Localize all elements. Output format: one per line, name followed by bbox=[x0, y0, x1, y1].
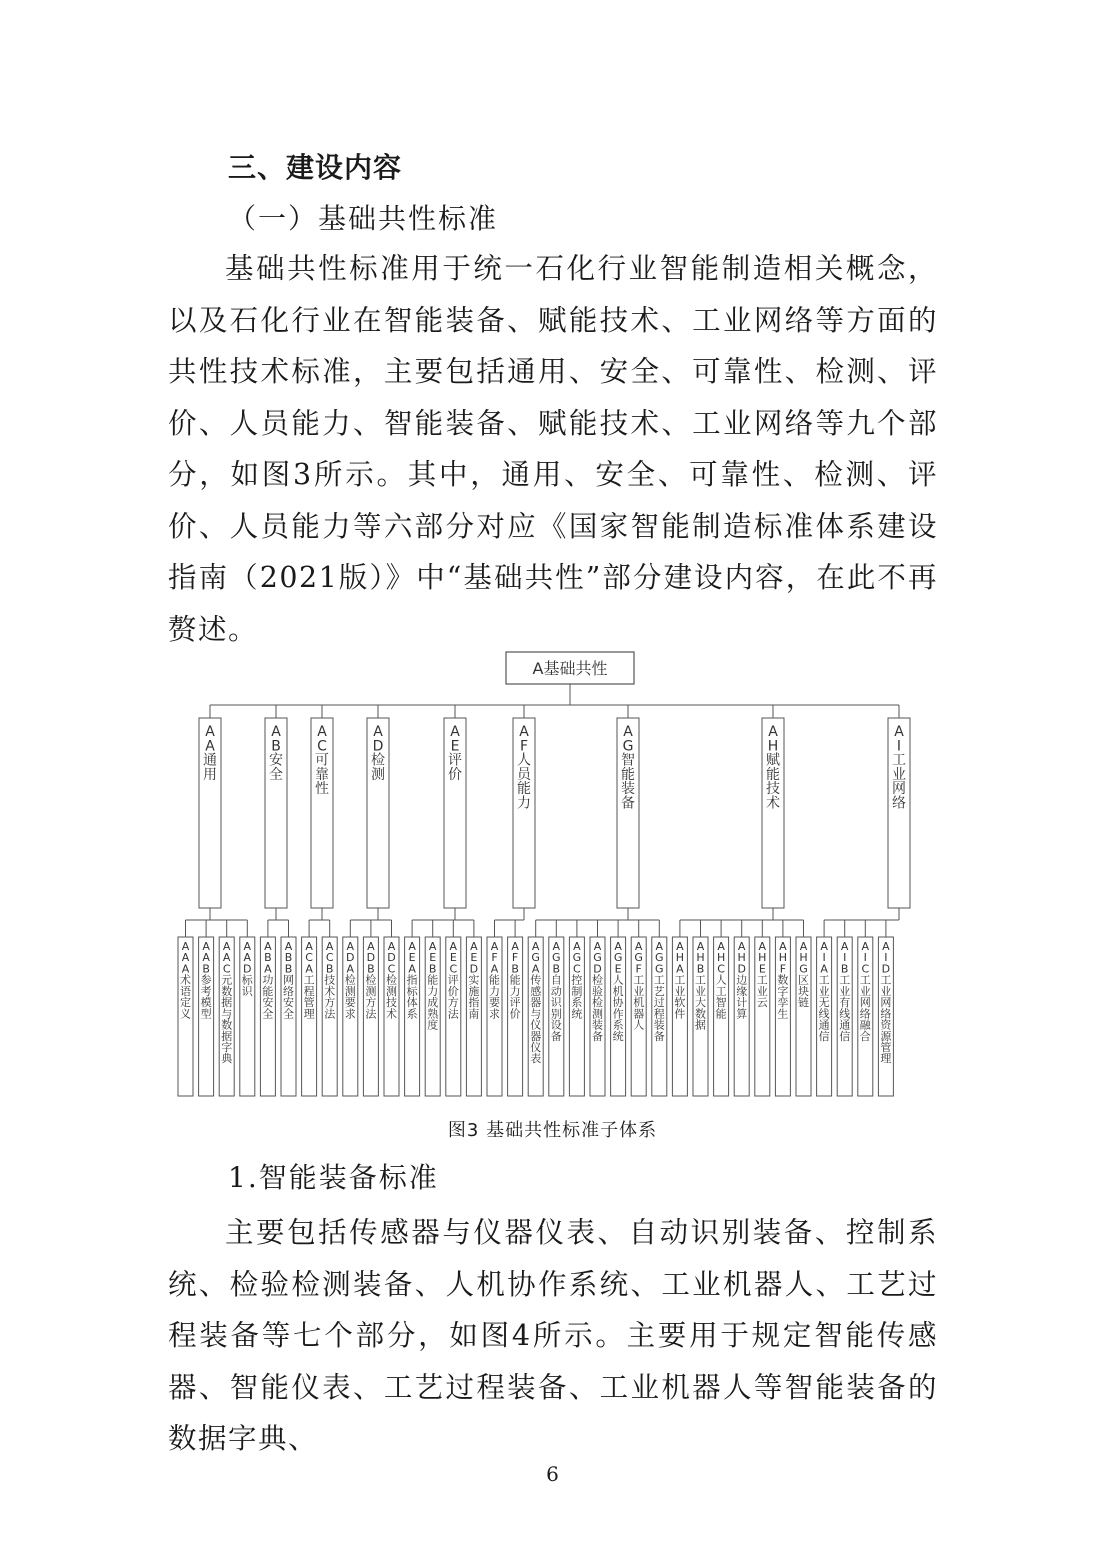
leaf-label: A H E 工业云 bbox=[756, 940, 768, 1010]
leaf-label: A H A 工业软件 bbox=[674, 940, 686, 1021]
figure-caption: 图3 基础共性标准子体系 bbox=[447, 1120, 658, 1141]
leaf-label: A E B 能力成熟度 bbox=[427, 940, 439, 1032]
category-label: A F 人员能力 bbox=[517, 724, 531, 812]
leaf-label: A C A 工程管理 bbox=[303, 940, 315, 1021]
leaf-label: A C B 技术方法 bbox=[324, 940, 336, 1021]
leaf-label: A G F 工业机器人 bbox=[633, 940, 645, 1032]
category-label: A A 通用 bbox=[203, 724, 217, 783]
category-label: A G 智能装备 bbox=[621, 724, 635, 812]
root-label: A基础共性 bbox=[532, 659, 608, 678]
page-number: 6 bbox=[546, 1462, 559, 1486]
leaf-label: A E A 指标体系 bbox=[406, 940, 418, 1021]
leaf-label: A E D 实施指南 bbox=[468, 940, 480, 1021]
category-label: A E 评价 bbox=[448, 724, 462, 783]
leaf-label: A H F 数字孪生 bbox=[777, 940, 789, 1021]
leaf-label: A G D 检验检测装备 bbox=[592, 940, 603, 1043]
leaf-label: A H B 工业大数据 bbox=[695, 940, 706, 1032]
leaf-label: A A A 术语定义 bbox=[180, 940, 191, 1021]
leaf-label: A A B 参考模型 bbox=[200, 940, 212, 1021]
leaf-label: A F B 能力评价 bbox=[509, 940, 521, 1021]
leaf-label: A D C 检测技术 bbox=[386, 940, 397, 1021]
section-title: 三、建设内容 bbox=[228, 151, 403, 184]
subsection-title: （一）基础共性标准 bbox=[228, 202, 499, 235]
leaf-label: A I A 工业无线通信 bbox=[818, 940, 830, 1043]
leaf-label: A G G 工艺过程装备 bbox=[653, 940, 665, 1043]
category-label: A C 可靠性 bbox=[315, 724, 329, 798]
leaf-label: A H G 区块链 bbox=[798, 940, 809, 1010]
leaf-label: A G C 控制系统 bbox=[571, 940, 583, 1021]
leaf-label: A D B 检测方法 bbox=[365, 940, 377, 1021]
category-label: A B 安全 bbox=[269, 724, 283, 783]
body-paragraph-2: 主要包括传感器与仪器仪表、自动识别装备、控制系统、检验检测装备、人机协作系统、工业机器人、工艺过程装备等七个部分，如图4所示。主要用于规定智能传感器、智能仪表、工艺过程装备、工业机器人等智能装备的数据字典、 bbox=[168, 1216, 938, 1455]
leaf-label: A H D 边缘计算 bbox=[736, 940, 748, 1021]
leaf-label: A F A 能力要求 bbox=[489, 940, 500, 1021]
category-label: A D 检测 bbox=[371, 724, 385, 783]
leaf-label: A I D 工业网络资源管理 bbox=[880, 940, 892, 1066]
sub-heading: 1.智能装备标准 bbox=[228, 1161, 439, 1194]
leaf-label: A G E 人机协作系统 bbox=[612, 940, 624, 1043]
leaf-label: A B A 功能安全 bbox=[262, 940, 274, 1021]
leaf-label: A E C 评价方法 bbox=[447, 940, 459, 1021]
leaf-label: A G A 传感器与仪器仪表 bbox=[530, 940, 542, 1066]
category-label: A H 赋能技术 bbox=[766, 724, 780, 812]
leaf-label: A B B 网络安全 bbox=[283, 940, 294, 1021]
category-label: A I 工业网络 bbox=[892, 724, 906, 812]
leaf-label: A I C 工业网络融合 bbox=[859, 940, 871, 1043]
body-paragraph-1: 基础共性标准用于统一石化行业智能制造相关概念，以及石化行业在智能装备、赋能技术、工业网络等方面的共性技术标准，主要包括通用、安全、可靠性、检测、评价、人员能力、智能装备、赋能技术、工业网络等九个部分，如图3所示。其中，通用、安全、可靠性、检测、评价、人员能力等六部分对应《国家智能制造标准体系建设指南（2021版）》中“基础共性”部分建设内容，在此不再赘述。 bbox=[168, 252, 938, 646]
leaf-label: A A D 标识 bbox=[241, 940, 253, 998]
leaf-label: A I B 工业有线通信 bbox=[839, 940, 851, 1043]
leaf-label: A H C 人工智能 bbox=[715, 940, 727, 1021]
leaf-label: A G B 自动识别设备 bbox=[550, 940, 562, 1043]
leaf-label: A D A 检测要求 bbox=[344, 940, 356, 1021]
leaf-label: A A C 元数据与数据字典 bbox=[221, 940, 233, 1066]
